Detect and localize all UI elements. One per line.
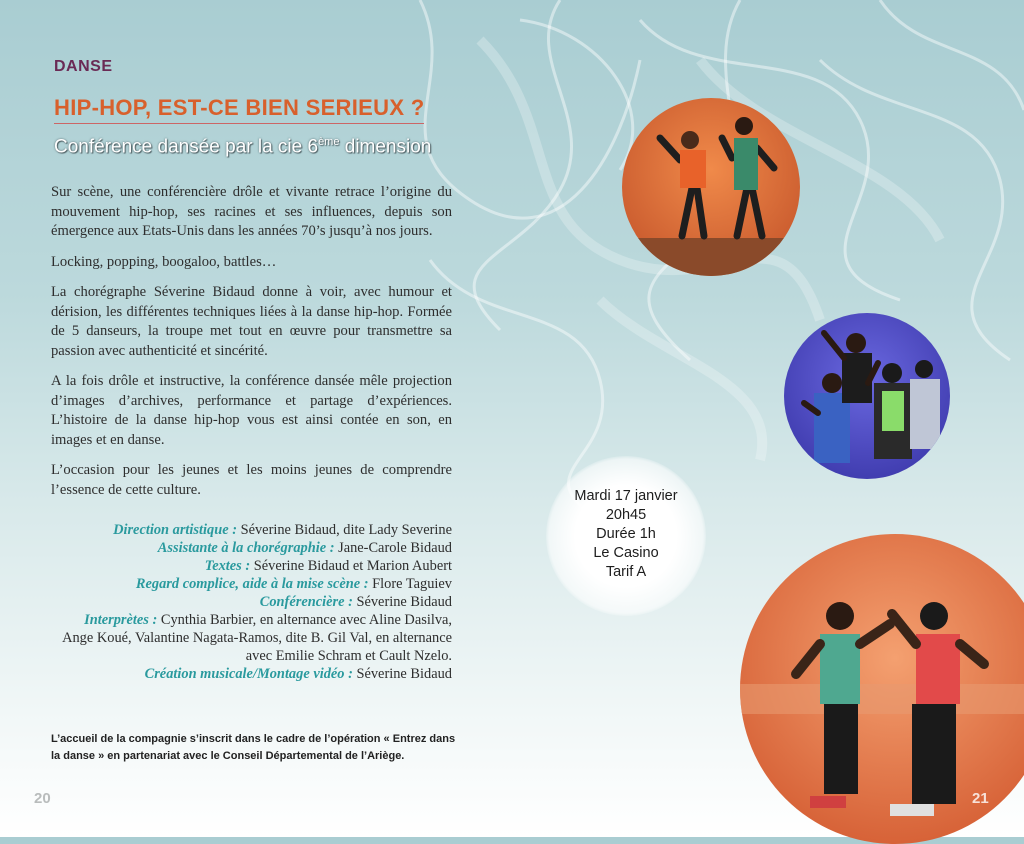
paragraph: L’occasion pour les jeunes et les moins jeunes de comprendre l’essence de cette culture. xyxy=(51,462,452,498)
credit-value: Séverine Bidaud xyxy=(352,594,452,610)
description xyxy=(51,183,452,511)
section-label: DANSE xyxy=(54,58,113,75)
credit-role: Direction artistique : xyxy=(113,522,237,538)
credit-value: Séverine Bidaud, dite Lady Severine xyxy=(237,522,452,538)
paragraph: Locking, popping, boogaloo, battles… xyxy=(51,253,277,270)
dancers-duo-photo xyxy=(622,98,800,276)
event-subtitle xyxy=(54,136,431,158)
credit-role: Assistante à la chorégraphie : xyxy=(157,540,335,556)
subtitle-superscript: ème xyxy=(318,136,340,148)
credit-role: Interprètes : xyxy=(84,612,158,628)
paragraph: Sur scène, une conférencière drôle et vivante retrace l’origine du mouvement hip-hop, ses racines et ses influences, depuis son émergence aux Etats-Unis dans les années 70’s jusqu’à nos jours. xyxy=(51,184,452,239)
credit-line xyxy=(51,611,452,665)
credit-line xyxy=(51,521,452,539)
page-number-right: 21 xyxy=(972,790,989,807)
credit-role: Textes : xyxy=(204,558,251,574)
credit-role: Création musicale/Montage vidéo : xyxy=(144,666,353,682)
credit-line xyxy=(51,539,452,557)
partnership-note: L’accueil de la compagnie s’inscrit dans le cadre de l’opération « Entrez dans la danse » en partenariat avec le Conseil Départemental de l’Ariège. xyxy=(51,733,456,762)
credit-value: Séverine Bidaud xyxy=(352,666,452,682)
event-date: Mardi 17 janvier xyxy=(574,488,678,504)
event-time: 20h45 xyxy=(605,507,647,523)
credit-line xyxy=(51,575,452,593)
credit-value: Flore Taguiev xyxy=(368,576,452,592)
credit-value: Cynthia Barbier, en alternance avec Aline Dasilva, Ange Koué, Valantine Nagata-Ramos, dite B. Gil Val, en alternance avec Emilie Schram et Cault Nzelo. xyxy=(62,612,452,664)
paragraph: A la fois drôle et instructive, la conférence dansée mêle projection d’images d’archives, performance et partage d’expériences. L’histoire de la danse hip-hop vous est ainsi contée en son, en images et en danse. xyxy=(51,373,452,448)
credit-role: Conférencière : xyxy=(259,594,353,610)
event-price: Tarif A xyxy=(605,564,647,580)
dancers-group-photo xyxy=(784,313,950,479)
credit-role: Regard complice, aide à la mise scène : xyxy=(135,576,369,592)
credit-value: Jane-Carole Bidaud xyxy=(334,540,452,556)
subtitle-tail: dimension xyxy=(339,136,432,158)
event-duration: Durée 1h xyxy=(596,526,656,542)
credit-value: Séverine Bidaud et Marion Aubert xyxy=(250,558,452,574)
event-info-bubble xyxy=(546,456,706,616)
credit-line xyxy=(51,665,452,683)
paragraph: La chorégraphe Séverine Bidaud donne à voir, avec humour et dérision, les différentes techniques liées à la danse hip-hop. Formée de 5 danseurs, la troupe met tout en œuvre pour transmettre sa passion avec authenticité et sincérité. xyxy=(51,284,452,359)
page-number-left: 20 xyxy=(34,790,51,807)
credit-line xyxy=(51,593,452,611)
event-title: HIP-HOP, EST-CE BIEN SERIEUX ? xyxy=(54,95,424,124)
credit-line xyxy=(51,557,452,575)
subtitle-text: Conférence dansée par la cie 6 xyxy=(54,136,319,158)
credits-list xyxy=(51,521,452,683)
event-venue: Le Casino xyxy=(593,545,659,561)
